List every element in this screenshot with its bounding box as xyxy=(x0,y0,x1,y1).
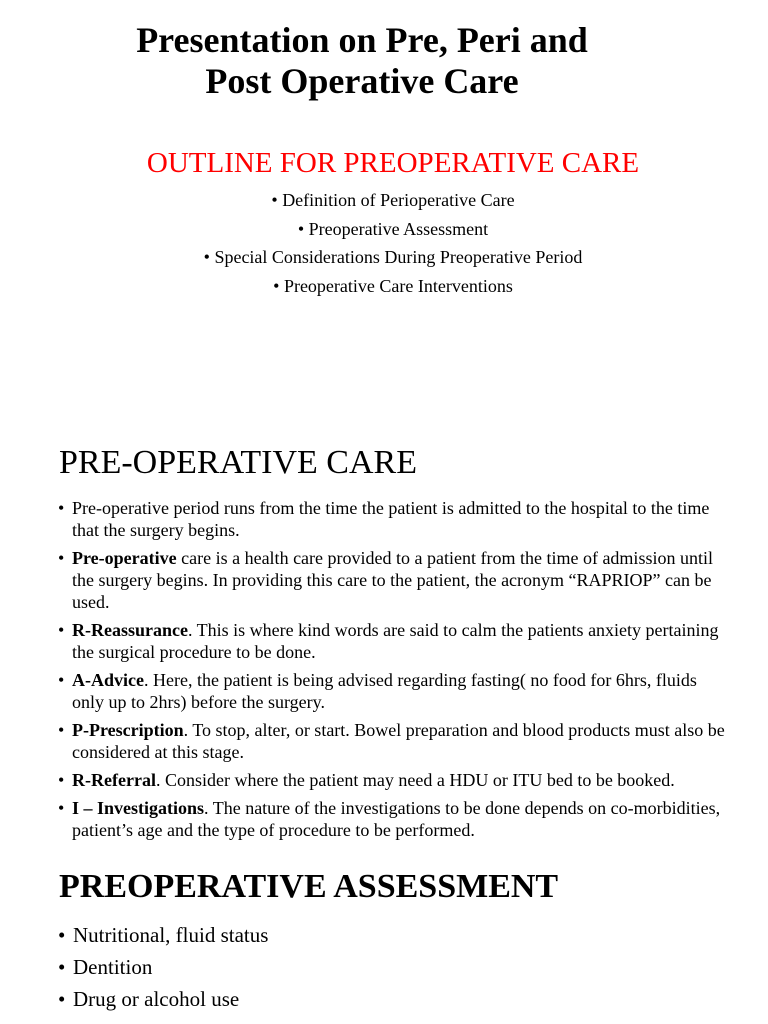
item-text: . Here, the patient is being advised regarding fasting( no food for 6hrs, fluids only up to 2hrs) before the surgery. xyxy=(72,670,697,712)
list-item xyxy=(58,769,726,791)
item-term: A-Advice xyxy=(72,670,144,690)
item-text: care is a health care provided to a patient from the time of admission until the surgery begins. In providing this care to the patient, the acronym “RAPRIOP” can be used. xyxy=(72,548,713,612)
preoperative-assessment-list xyxy=(58,923,726,1019)
item-text: . The nature of the investigations to be done depends on co-morbidities, patient’s age and the type of procedure to be performed. xyxy=(72,798,721,840)
item-term: I – Investigations xyxy=(72,798,205,818)
list-item xyxy=(58,547,726,613)
item-term: R-Referral xyxy=(72,770,156,790)
list-item xyxy=(58,719,726,763)
item-text: . Consider where the patient may need a HDU or ITU bed to be booked. xyxy=(155,770,675,790)
list-item: • Nutritional, fluid status xyxy=(58,923,726,948)
preoperative-care-list xyxy=(58,497,726,847)
list-item: • Dentition xyxy=(58,955,726,980)
item-text: . To stop, alter, or start. Bowel preparation and blood products must also be considered at this stage. xyxy=(72,720,725,762)
list-item xyxy=(58,497,726,541)
outline-item: • Preoperative Assessment xyxy=(0,216,768,245)
outline-heading: OUTLINE FOR PREOPERATIVE CARE xyxy=(146,147,640,179)
document-title xyxy=(0,20,724,102)
item-term: R-Reassurance xyxy=(72,620,188,640)
outline-item: • Special Considerations During Preoperative Period xyxy=(0,244,768,273)
list-item xyxy=(58,619,726,663)
outline-list xyxy=(0,187,768,301)
outline-item: • Definition of Perioperative Care xyxy=(0,187,768,216)
preoperative-assessment-heading: PREOPERATIVE ASSESSMENT xyxy=(59,868,559,905)
outline-item: • Preoperative Care Interventions xyxy=(0,273,768,302)
title-line-1: Presentation on Pre, Peri and xyxy=(136,20,588,60)
preoperative-care-heading: PRE-OPERATIVE CARE xyxy=(59,444,417,481)
list-item xyxy=(58,797,726,841)
item-term: Pre-operative xyxy=(72,548,177,568)
item-text: Pre-operative period runs from the time the patient is admitted to the hospital to the time that the surgery begins. xyxy=(72,498,710,540)
item-text: . This is where kind words are said to calm the patients anxiety pertaining the surgical procedure to be done. xyxy=(72,620,719,662)
item-term: P-Prescription xyxy=(72,720,184,740)
list-item xyxy=(58,669,726,713)
title-line-2: Post Operative Care xyxy=(205,61,519,101)
list-item: • Drug or alcohol use xyxy=(58,987,726,1012)
